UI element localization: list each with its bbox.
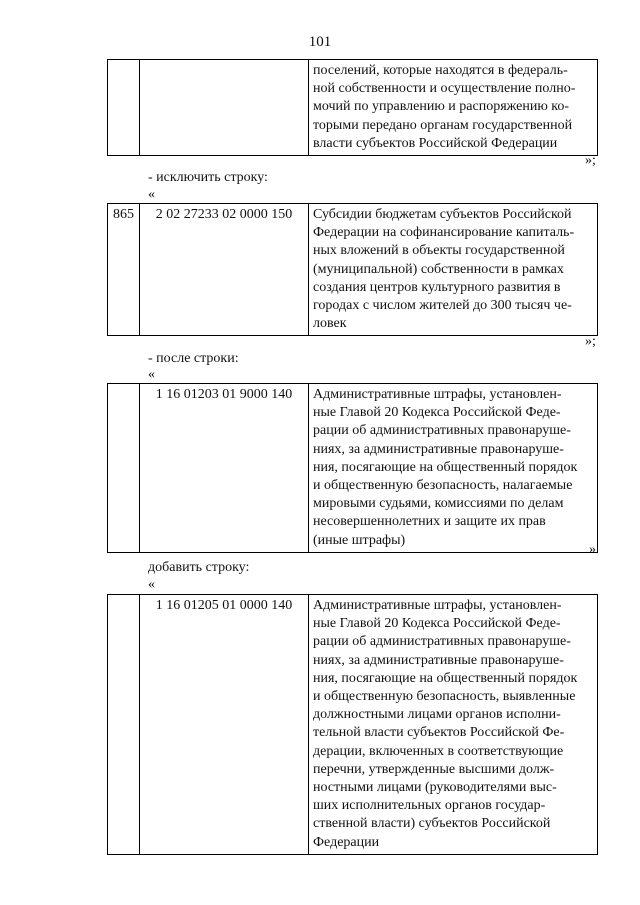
- description-line: и общественную безопасность, налагаемые: [313, 478, 573, 494]
- description-cell: [309, 595, 598, 855]
- description-line: мочий по управлению и распоряжению ко-: [313, 99, 570, 115]
- description-line: Административные штрафы, установлен-: [313, 598, 562, 613]
- opening-quote: «: [148, 577, 155, 592]
- description-line: ния, посягающие на общественный порядок: [313, 670, 578, 686]
- description-line: и общественную безопасность, выявленные: [313, 689, 576, 705]
- description-line: Административные штрафы, установлен-: [313, 387, 562, 402]
- description-line: мировыми судьями, комиссиями по делам: [313, 496, 564, 512]
- description-line: торыми передано органам государственной: [313, 117, 573, 133]
- opening-quote: «: [148, 187, 155, 202]
- description-line: власти субъектов Российской Федерации: [313, 135, 558, 151]
- opening-quote: «: [148, 367, 155, 382]
- description-line: перечни, утвержденные высшими долж-: [313, 761, 555, 777]
- description-cell: [309, 204, 598, 336]
- code-cell: [140, 60, 309, 156]
- row-number-cell: 865: [108, 204, 140, 336]
- closing-quote: »;: [585, 334, 596, 349]
- code-cell: 1 16 01203 01 9000 140: [140, 384, 309, 553]
- description-line: ших исполнительных органов государ-: [313, 798, 546, 814]
- description-line: поселений, которые находятся в федераль-: [313, 63, 568, 78]
- description-line: Федерации на софинансирование капиталь-: [313, 225, 575, 241]
- description-line: Субсидии бюджетам субъектов Российской: [313, 207, 572, 222]
- table-row: [108, 384, 598, 553]
- table-after-row: [107, 383, 598, 553]
- row-number-cell: [108, 384, 140, 553]
- instruction-after-row: - после строки:: [148, 351, 239, 366]
- table-continuation: [107, 59, 598, 156]
- description-line: должностными лицами органов исполни-: [313, 707, 561, 723]
- description-line: Федерации: [313, 834, 380, 850]
- table-row: [108, 204, 598, 336]
- table-added-row: [107, 594, 598, 855]
- description-line: тельной власти субъектов Российской Фе-: [313, 725, 565, 741]
- code-cell: 2 02 27233 02 0000 150: [140, 204, 309, 336]
- description-cell: [309, 384, 598, 553]
- description-line: ственной власти) субъектов Российской: [313, 816, 551, 832]
- table-row: [108, 595, 598, 855]
- description-line: рации об административных правонаруше-: [313, 423, 571, 439]
- description-cell: [309, 60, 598, 156]
- description-line: ловек: [313, 316, 347, 332]
- description-line: ные Главой 20 Кодекса Российской Феде-: [313, 405, 561, 421]
- description-line: ниях, за административные правонаруше-: [313, 441, 564, 457]
- code-cell: 1 16 01205 01 0000 140: [140, 595, 309, 855]
- description-line: дерации, включенных в соответствующие: [313, 743, 564, 759]
- description-line: (иные штрафы): [313, 532, 406, 548]
- closing-quote: »: [589, 542, 596, 557]
- row-number-cell: [108, 595, 140, 855]
- description-line: ных вложений в объекты государственной: [313, 243, 565, 259]
- table-excluded-row: [107, 203, 598, 336]
- description-line: рации об административных правонаруше-: [313, 634, 571, 650]
- description-line: ниях, за административные правонаруше-: [313, 652, 564, 668]
- instruction-add-row: добавить строку:: [148, 560, 250, 575]
- row-number-cell: [108, 60, 140, 156]
- description-line: ния, посягающие на общественный порядок: [313, 459, 578, 475]
- page-number: 101: [308, 34, 332, 50]
- description-line: ные Главой 20 Кодекса Российской Феде-: [313, 616, 561, 632]
- closing-quote: »;: [585, 153, 596, 168]
- description-line: создания центров культурного развития в: [313, 279, 561, 295]
- description-line: несовершеннолетних и защите их прав: [313, 514, 546, 530]
- instruction-exclude-row: - исключить строку:: [148, 170, 268, 185]
- description-line: ностными лицами (руководителями выс-: [313, 780, 557, 796]
- description-line: (муниципальной) собственности в рамках: [313, 261, 564, 277]
- description-line: городах с числом жителей до 300 тысяч че-: [313, 298, 572, 314]
- table-row: [108, 60, 598, 156]
- description-line: ной собственности и осуществление полно-: [313, 81, 576, 97]
